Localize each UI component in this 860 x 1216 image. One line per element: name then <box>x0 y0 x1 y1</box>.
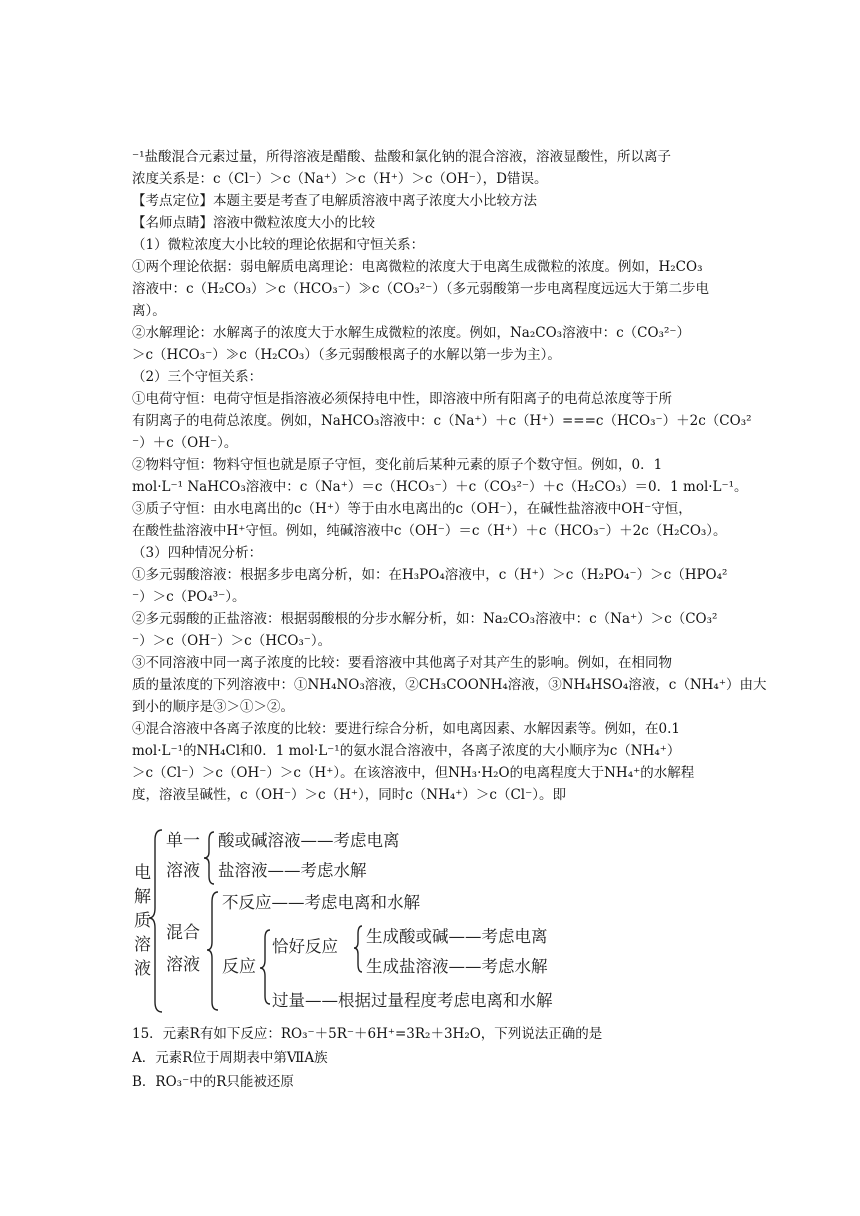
text-line: 在酸性盐溶液中H⁺守恒。例如，纯碱溶液中c（OH⁻）＝c（H⁺）＋c（HCO₃⁻）＋2c（H₂CO₃）。 <box>132 523 727 539</box>
text-line: 【考点定位】本题主要是考查了电解质溶液中离子浓度大小比较方法 <box>132 193 537 209</box>
react-brace <box>260 930 270 1004</box>
diagram-root-char: 液 <box>134 959 151 979</box>
mixed-item-no-reaction: 不反应——考虑电离和水解 <box>222 893 420 912</box>
single-label-bottom: 溶液 <box>166 861 200 881</box>
text-line: 离）。 <box>132 303 166 319</box>
single-brace <box>204 832 214 884</box>
text-line: 有阴离子的电荷总浓度。例如，NaHCO₃溶液中：c（Na⁺）＋c（H⁺）===c（HCO₃⁻）＋2c（CO₃² <box>132 413 752 429</box>
text-line: （2）三个守恒关系： <box>132 369 263 385</box>
text-line: 到小的顺序是③＞①＞②。 <box>132 699 294 715</box>
exact-reaction-label: 恰好反应 <box>272 937 338 956</box>
text-line: ④混合溶液中各离子浓度的比较：要进行综合分析，如电离因素、水解因素等。例如，在0.1 <box>132 721 680 737</box>
text-line: ＞c（Cl⁻）＞c（OH⁻）＞c（H⁺）。在该溶液中，但NH₃·H₂O的电离程度大于NH₄⁺的水解程 <box>132 765 695 781</box>
text-line: 溶液中：c（H₂CO₃）＞c（HCO₃⁻）≫c（CO₃²⁻）（多元弱酸第一步电离程度远远大于第二步电 <box>132 281 709 297</box>
text-line: 浓度关系是：c（Cl⁻）＞c（Na⁺）＞c（H⁺）＞c（OH⁻），D错误。 <box>132 171 548 187</box>
text-line: ②水解理论：水解离子的浓度大于水解生成微粒的浓度。例如，Na₂CO₃溶液中：c（CO₃²⁻） <box>132 325 690 341</box>
mixed-label-bottom: 溶液 <box>166 955 200 975</box>
text-line: ⁻）＞c（PO₄³⁻）。 <box>132 589 246 605</box>
text-line: 度，溶液呈碱性，c（OH⁻）＞c（H⁺），同时c（NH₄⁺）＞c（Cl⁻）。即 <box>132 787 567 803</box>
single-label-top: 单一 <box>166 831 200 851</box>
text-line: （1）微粒浓度大小比较的理论依据和守恒关系： <box>132 237 425 253</box>
text-line: ②多元弱酸的正盐溶液：根据弱酸根的分步水解分析，如：Na₂CO₃溶液中：c（Na⁺）＞c（CO₃² <box>132 611 718 627</box>
exact-brace <box>354 926 362 972</box>
text-line: ⁻¹盐酸混合元素过量，所得溶液是醋酸、盐酸和氯化钠的混合溶液，溶液显酸性，所以离子 <box>132 149 672 165</box>
exact-item-salt: 生成盐溶液——考虑水解 <box>366 957 548 976</box>
react-label: 反应 <box>222 957 256 977</box>
mixed-label-top: 混合 <box>166 923 200 943</box>
text-line: ＞c（HCO₃⁻）≫c（H₂CO₃）（多元弱酸根离子的水解以第一步为主）。 <box>132 347 561 363</box>
excess-item: 过量——根据过量程度考虑电离和水解 <box>272 991 553 1010</box>
text-line: （3）四种情况分析： <box>132 545 263 561</box>
exact-item-acid-base: 生成酸或碱——考虑电离 <box>366 927 548 946</box>
diagram-root-char: 溶 <box>134 935 151 955</box>
text-line: ③质子守恒：由水电离出的c（H⁺）等于由水电离出的c（OH⁻），在碱性盐溶液中OH⁻守恒， <box>132 501 692 517</box>
text-line: 质的量浓度的下列溶液中：①NH₄NO₃溶液，②CH₃COONH₄溶液，③NH₄HSO₄溶液，c（NH₄⁺）由大 <box>132 677 767 693</box>
text-line: ③不同溶液中同一离子浓度的比较：要看溶液中其他离子对其产生的影响。例如，在相同物 <box>132 655 672 671</box>
mixed-brace <box>207 892 218 1010</box>
diagram-root-char: 解 <box>134 887 151 907</box>
text-line: mol·L⁻¹的NH₄Cl和0．1 mol·L⁻¹的氨水混合溶液中，各离子浓度的大小顺序为c（NH₄⁺） <box>132 743 681 759</box>
text-line: ①多元弱酸溶液：根据多步电离分析，如：在H₃PO₄溶液中，c（H⁺）＞c（H₂PO₄⁻）＞c（HPO₄² <box>132 567 728 583</box>
electrolyte-classification-diagram <box>130 826 630 1016</box>
question-stem: 15．元素R有如下反应：RO₃⁻＋5R⁻＋6H⁺=3R₂＋3H₂O，下列说法正确的是 <box>132 1026 603 1042</box>
option-a: A．元素R位于周期表中第ⅦA族 <box>132 1050 328 1066</box>
text-line: ①两个理论依据：弱电解质电离理论：电离微粒的浓度大于电离生成微粒的浓度。例如，H₂CO₃ <box>132 259 703 275</box>
diagram-root-char: 质 <box>134 911 151 931</box>
text-line: ⁻）＋c（OH⁻）。 <box>132 435 238 451</box>
text-line: ①电荷守恒：电荷守恒是指溶液必须保持电中性，即溶液中所有阳离子的电荷总浓度等于所 <box>132 391 672 407</box>
single-item-salt: 盐溶液——考虑水解 <box>218 861 367 880</box>
single-item-acid-base: 酸或碱溶液——考虑电离 <box>218 831 400 850</box>
text-line: ②物料守恒：物料守恒也就是原子守恒，变化前后某种元素的原子个数守恒。例如，0．1 <box>132 457 663 473</box>
text-line: mol·L⁻¹ NaHCO₃溶液中：c（Na⁺）＝c（HCO₃⁻）＋c（CO₃²⁻）＋c（H₂CO₃）＝0．1 mol·L⁻¹。 <box>132 479 748 495</box>
text-line: ⁻）＞c（OH⁻）＞c（HCO₃⁻）。 <box>132 633 332 649</box>
option-b: B．RO₃⁻中的R只能被还原 <box>132 1074 294 1090</box>
diagram-root-char: 电 <box>134 863 151 883</box>
text-line: 【名师点睛】溶液中微粒浓度大小的比较 <box>132 215 375 231</box>
